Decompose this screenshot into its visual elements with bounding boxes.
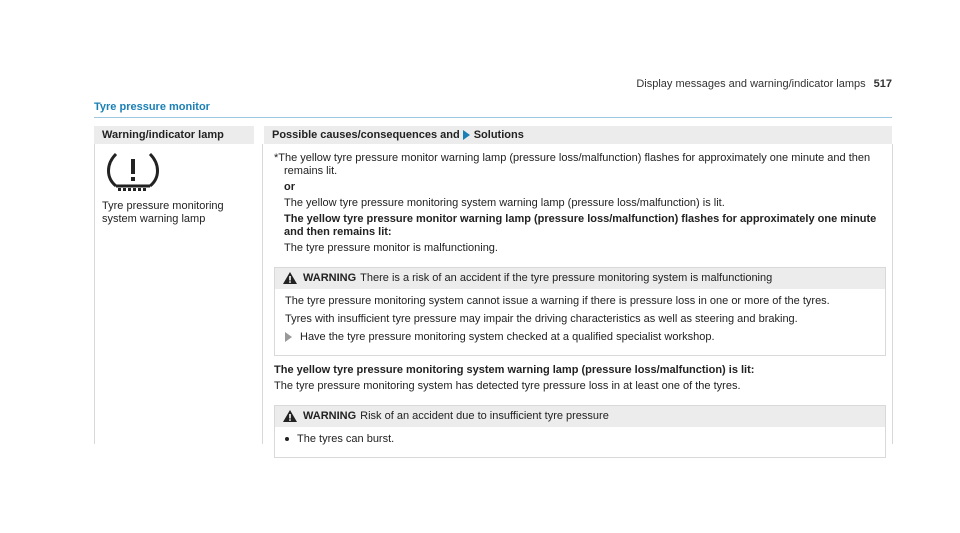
section-title-rule	[94, 117, 892, 118]
warning-box-1-body	[275, 289, 885, 355]
warning-triangle-icon	[283, 410, 297, 422]
warning-box-2	[274, 405, 886, 458]
column-header-causes-suffix: Solutions	[473, 129, 524, 141]
warning-label: WARNING	[303, 410, 357, 422]
solution-arrow-icon	[463, 130, 470, 140]
cause-paragraph-3: The tyre pressure monitor is malfunctioning.	[284, 242, 498, 254]
table-left-border	[94, 144, 95, 444]
warning-text: Risk of an accident due to insufficient tyre pressure	[360, 410, 609, 422]
running-header-title: Display messages and warning/indicator lamps	[636, 78, 866, 90]
tyre-pressure-warning-icon	[102, 150, 164, 192]
warning-triangle-icon	[283, 272, 297, 284]
page-number: 517	[873, 78, 892, 90]
cause-paragraph-1: *The yellow tyre pressure monitor warning lamp (pressure loss/malfunction) flashes for approximately one minute and then remains lit.	[274, 152, 871, 177]
column-header-lamp: Warning/indicator lamp	[94, 126, 254, 144]
cause-heading-1: The yellow tyre pressure monitor warning lamp (pressure loss/malfunction) flashes for approximately one minute and then remains lit:	[284, 213, 877, 238]
lamp-label: Tyre pressure monitoring system warning lamp	[102, 200, 224, 225]
warning-action	[285, 331, 875, 344]
warning-box-2-header	[275, 406, 885, 427]
lamp-cell	[102, 150, 252, 226]
or-separator: or	[284, 181, 295, 193]
causes-cell	[274, 152, 884, 466]
page-header	[636, 78, 892, 90]
cause-paragraph-4: The tyre pressure monitoring system has detected tyre pressure loss in at least one of the tyres.	[274, 380, 741, 392]
column-header-causes	[264, 126, 892, 144]
warning-box-1-header	[275, 268, 885, 289]
warning-box-2-body	[275, 427, 885, 457]
cause-heading-2: The yellow tyre pressure monitoring system warning lamp (pressure loss/malfunction) is lit:	[274, 364, 755, 376]
warning-text: There is a risk of an accident if the tyre pressure monitoring system is malfunctioning	[360, 272, 773, 284]
bullet-icon	[285, 437, 289, 441]
column-header-causes-prefix: Possible causes/consequences and	[272, 129, 460, 141]
warning-bullet-text: The tyres can burst.	[297, 433, 395, 445]
warning-detail-2: Tyres with insufficient tyre pressure may impair the driving characteristics as well as steering and braking.	[285, 313, 798, 325]
cause-paragraph-2: The yellow tyre pressure monitoring system warning lamp (pressure loss/malfunction) is lit.	[284, 197, 725, 209]
warning-label: WARNING	[303, 272, 357, 284]
table-right-border	[892, 144, 893, 444]
warning-detail-1: The tyre pressure monitoring system cannot issue a warning if there is pressure loss in one or more of the tyres.	[285, 295, 830, 307]
warning-box-1	[274, 267, 886, 356]
warning-bullet	[285, 433, 875, 446]
action-arrow-icon	[285, 332, 292, 342]
table-column-divider	[262, 144, 263, 444]
warning-action-text: Have the tyre pressure monitoring system checked at a qualified specialist workshop.	[300, 331, 715, 343]
section-title: Tyre pressure monitor	[94, 101, 210, 113]
